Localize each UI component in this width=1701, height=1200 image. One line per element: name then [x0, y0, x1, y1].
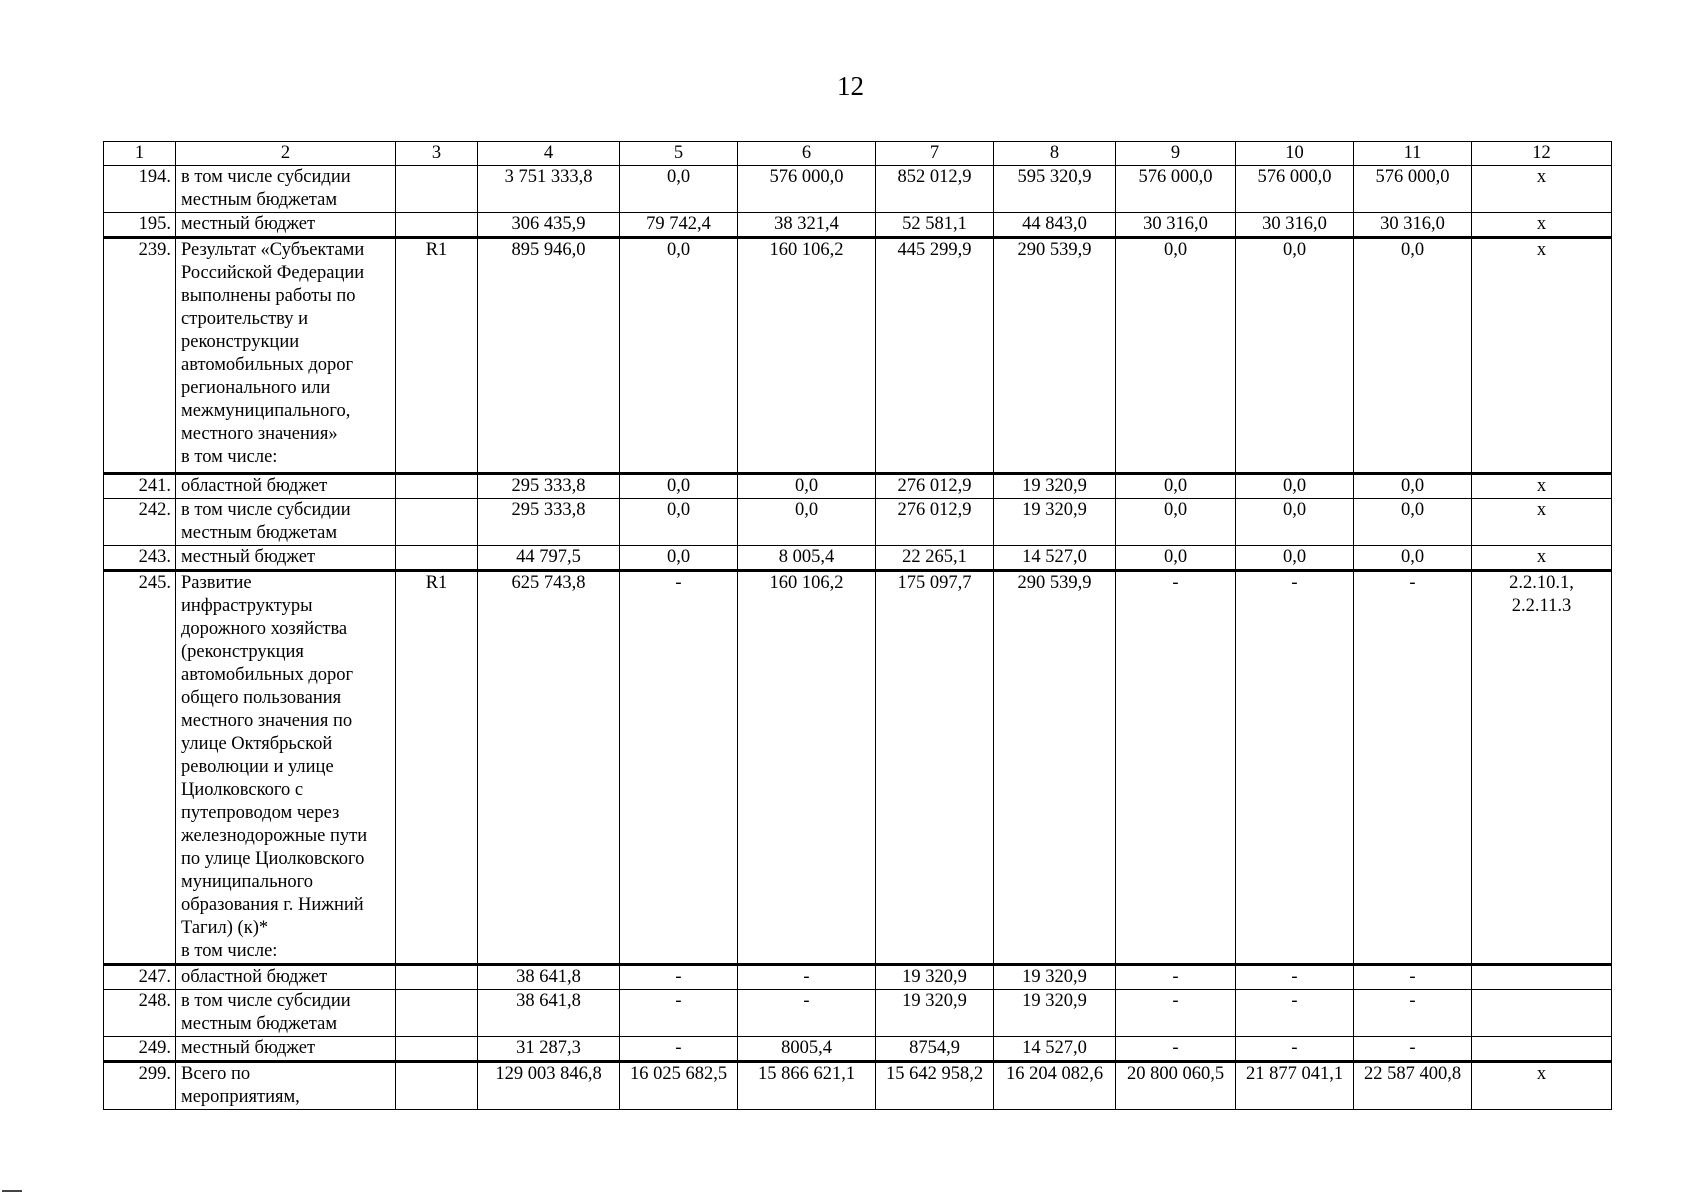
code-cell: [396, 166, 478, 213]
year-cell: 0,0: [620, 238, 738, 474]
row-number: 241.: [104, 474, 176, 499]
total-cell: 295 333,8: [478, 499, 620, 546]
table-row: [104, 213, 1612, 238]
row-number: 245.: [104, 571, 176, 965]
year-cell: 290 539,9: [994, 238, 1116, 474]
year-cell: 22 265,1: [876, 546, 994, 571]
row-description: местный бюджет: [176, 213, 396, 238]
code-cell: [396, 546, 478, 571]
row-number: 249.: [104, 1037, 176, 1062]
total-cell: 625 743,8: [478, 571, 620, 965]
row-description: местный бюджет: [176, 1037, 396, 1062]
code-cell: [396, 1062, 478, 1110]
year-cell: 276 012,9: [876, 474, 994, 499]
row-number: 248.: [104, 990, 176, 1037]
total-cell: 3 751 333,8: [478, 166, 620, 213]
year-cell: -: [1236, 965, 1354, 990]
year-cell: -: [620, 965, 738, 990]
year-cell: -: [738, 990, 876, 1037]
year-cell: 21 877 041,1: [1236, 1062, 1354, 1110]
column-header: 11: [1354, 142, 1472, 166]
year-cell: 8754,9: [876, 1037, 994, 1062]
row-description: местный бюджет: [176, 546, 396, 571]
year-cell: 175 097,7: [876, 571, 994, 965]
total-cell: 895 946,0: [478, 238, 620, 474]
header-row: [104, 142, 1612, 166]
table-row: [104, 965, 1612, 990]
column-header: 3: [396, 142, 478, 166]
column-header: 10: [1236, 142, 1354, 166]
indicator-ref-cell: х: [1472, 238, 1612, 474]
year-cell: 16 025 682,5: [620, 1062, 738, 1110]
year-cell: 576 000,0: [1236, 166, 1354, 213]
column-header: 1: [104, 142, 176, 166]
row-number: 194.: [104, 166, 176, 213]
year-cell: -: [1236, 571, 1354, 965]
code-cell: [396, 990, 478, 1037]
column-header: 12: [1472, 142, 1612, 166]
year-cell: -: [620, 571, 738, 965]
row-description: Всего по мероприятиям,: [176, 1062, 396, 1110]
indicator-ref-cell: [1472, 965, 1612, 990]
year-cell: 30 316,0: [1236, 213, 1354, 238]
indicator-ref-cell: х: [1472, 213, 1612, 238]
year-cell: -: [1116, 990, 1236, 1037]
budget-table: [103, 141, 1612, 1110]
row-description: Развитие инфраструктуры дорожного хозяйства (реконструкция автомобильных дорог общего пользования местного значения по улице Октябрьской революции и улице Циолковского с путепроводом через железнодорожные пути по улице Циолковского муниципального образования г. Нижний Тагил) (к)* в том числе:: [176, 571, 396, 965]
year-cell: -: [738, 965, 876, 990]
year-cell: 0,0: [1236, 238, 1354, 474]
table-row: [104, 990, 1612, 1037]
year-cell: 0,0: [738, 499, 876, 546]
year-cell: -: [1236, 990, 1354, 1037]
year-cell: 20 800 060,5: [1116, 1062, 1236, 1110]
row-description: в том числе субсидии местным бюджетам: [176, 499, 396, 546]
year-cell: 0,0: [1236, 546, 1354, 571]
year-cell: 0,0: [620, 499, 738, 546]
year-cell: 0,0: [1354, 474, 1472, 499]
row-number: 239.: [104, 238, 176, 474]
year-cell: 445 299,9: [876, 238, 994, 474]
year-cell: 14 527,0: [994, 1037, 1116, 1062]
year-cell: 0,0: [620, 474, 738, 499]
year-cell: 19 320,9: [876, 990, 994, 1037]
row-description: в том числе субсидии местным бюджетам: [176, 166, 396, 213]
year-cell: 38 321,4: [738, 213, 876, 238]
table-row: [104, 499, 1612, 546]
year-cell: -: [620, 990, 738, 1037]
indicator-ref-cell: 2.2.10.1, 2.2.11.3: [1472, 571, 1612, 965]
row-description: областной бюджет: [176, 474, 396, 499]
year-cell: 19 320,9: [994, 499, 1116, 546]
year-cell: 0,0: [1116, 474, 1236, 499]
table-row: [104, 238, 1612, 474]
year-cell: 8005,4: [738, 1037, 876, 1062]
year-cell: 0,0: [738, 474, 876, 499]
year-cell: 160 106,2: [738, 238, 876, 474]
year-cell: 52 581,1: [876, 213, 994, 238]
table-row: [104, 166, 1612, 213]
total-cell: 38 641,8: [478, 990, 620, 1037]
column-header: 7: [876, 142, 994, 166]
year-cell: -: [1116, 1037, 1236, 1062]
indicator-ref-cell: х: [1472, 1062, 1612, 1110]
year-cell: -: [1354, 990, 1472, 1037]
column-header: 6: [738, 142, 876, 166]
year-cell: -: [1116, 571, 1236, 965]
year-cell: 79 742,4: [620, 213, 738, 238]
column-header: 8: [994, 142, 1116, 166]
year-cell: 0,0: [1354, 238, 1472, 474]
code-cell: [396, 965, 478, 990]
year-cell: 0,0: [620, 166, 738, 213]
year-cell: 576 000,0: [1116, 166, 1236, 213]
year-cell: 0,0: [1236, 474, 1354, 499]
row-number: 195.: [104, 213, 176, 238]
year-cell: -: [1116, 965, 1236, 990]
year-cell: 19 320,9: [994, 990, 1116, 1037]
indicator-ref-cell: [1472, 1037, 1612, 1062]
year-cell: 30 316,0: [1354, 213, 1472, 238]
row-number: 247.: [104, 965, 176, 990]
year-cell: 15 866 621,1: [738, 1062, 876, 1110]
year-cell: -: [1354, 571, 1472, 965]
year-cell: 276 012,9: [876, 499, 994, 546]
table-row: [104, 474, 1612, 499]
code-cell: [396, 499, 478, 546]
year-cell: 0,0: [1236, 499, 1354, 546]
indicator-ref-cell: [1472, 990, 1612, 1037]
column-header: 2: [176, 142, 396, 166]
year-cell: -: [1236, 1037, 1354, 1062]
indicator-ref-cell: х: [1472, 166, 1612, 213]
row-description: областной бюджет: [176, 965, 396, 990]
row-description: в том числе субсидии местным бюджетам: [176, 990, 396, 1037]
total-cell: 44 797,5: [478, 546, 620, 571]
total-cell: 38 641,8: [478, 965, 620, 990]
year-cell: 22 587 400,8: [1354, 1062, 1472, 1110]
year-cell: 8 005,4: [738, 546, 876, 571]
year-cell: 19 320,9: [876, 965, 994, 990]
code-cell: [396, 1037, 478, 1062]
year-cell: 44 843,0: [994, 213, 1116, 238]
table-row: [104, 571, 1612, 965]
column-header: 9: [1116, 142, 1236, 166]
year-cell: 0,0: [1116, 238, 1236, 474]
code-cell: R1: [396, 571, 478, 965]
total-cell: 295 333,8: [478, 474, 620, 499]
year-cell: 0,0: [1354, 499, 1472, 546]
year-cell: 0,0: [1354, 546, 1472, 571]
year-cell: -: [1354, 1037, 1472, 1062]
year-cell: 852 012,9: [876, 166, 994, 213]
row-number: 299.: [104, 1062, 176, 1110]
year-cell: 15 642 958,2: [876, 1062, 994, 1110]
year-cell: -: [1354, 965, 1472, 990]
indicator-ref-cell: х: [1472, 499, 1612, 546]
column-header: 4: [478, 142, 620, 166]
year-cell: 576 000,0: [738, 166, 876, 213]
year-cell: 595 320,9: [994, 166, 1116, 213]
total-cell: 31 287,3: [478, 1037, 620, 1062]
table-body: [104, 142, 1612, 1110]
indicator-ref-cell: х: [1472, 546, 1612, 571]
row-number: 243.: [104, 546, 176, 571]
year-cell: 0,0: [620, 546, 738, 571]
year-cell: 14 527,0: [994, 546, 1116, 571]
row-number: 242.: [104, 499, 176, 546]
total-cell: 306 435,9: [478, 213, 620, 238]
row-description: Результат «Субъектами Российской Федерации выполнены работы по строительству и реконструкции автомобильных дорог регионального или межмуниципального, местного значения» в том числе:: [176, 238, 396, 474]
table-row: [104, 546, 1612, 571]
page-number: 12: [837, 71, 864, 101]
code-cell: R1: [396, 238, 478, 474]
total-cell: 129 003 846,8: [478, 1062, 620, 1110]
year-cell: 19 320,9: [994, 474, 1116, 499]
scan-edge-mark: [2, 1190, 22, 1192]
code-cell: [396, 474, 478, 499]
table-row: [104, 1062, 1612, 1110]
table-row: [104, 1037, 1612, 1062]
year-cell: 16 204 082,6: [994, 1062, 1116, 1110]
indicator-ref-cell: х: [1472, 474, 1612, 499]
year-cell: 19 320,9: [994, 965, 1116, 990]
column-header: 5: [620, 142, 738, 166]
code-cell: [396, 213, 478, 238]
year-cell: 0,0: [1116, 546, 1236, 571]
year-cell: 576 000,0: [1354, 166, 1472, 213]
year-cell: 160 106,2: [738, 571, 876, 965]
year-cell: 0,0: [1116, 499, 1236, 546]
year-cell: 30 316,0: [1116, 213, 1236, 238]
year-cell: -: [620, 1037, 738, 1062]
year-cell: 290 539,9: [994, 571, 1116, 965]
